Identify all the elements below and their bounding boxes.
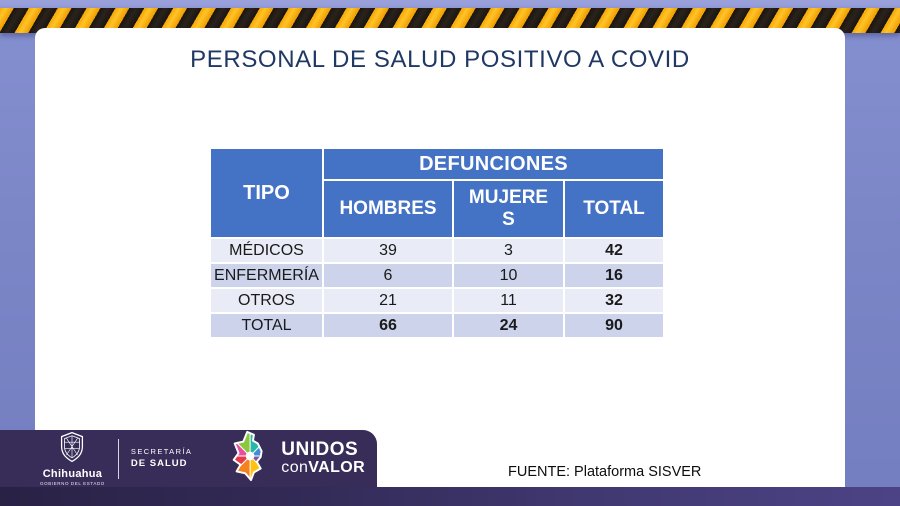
brand-con: con — [281, 459, 309, 477]
column-header-hombres: HOMBRES — [323, 180, 453, 238]
chihuahua-state-map-icon — [228, 430, 276, 487]
column-header-mujeres — [453, 180, 564, 238]
cell-mujeres: 10 — [453, 263, 564, 288]
department-line2: DE SALUD — [130, 458, 188, 470]
slide-title: PERSONAL DE SALUD POSITIVO A COVID — [190, 46, 690, 73]
defunciones-table — [210, 148, 664, 338]
cell-mujeres: 3 — [453, 238, 564, 263]
brand-line2 — [281, 460, 365, 477]
brand-valor: VALOR — [308, 459, 366, 477]
unidos-con-valor-logo — [228, 430, 365, 487]
chihuahua-government-logo — [40, 431, 105, 486]
chihuahua-shield-icon — [56, 431, 88, 467]
bottom-purple-strip — [0, 487, 900, 506]
source-caption: FUENTE: Plataforma SISVER — [508, 464, 702, 480]
government-name: Chihuahua — [42, 468, 103, 480]
row-label: TOTAL — [210, 313, 323, 338]
government-subtitle: GOBIERNO DEL ESTADO — [40, 480, 105, 486]
cell-total: 42 — [564, 238, 664, 263]
footer-divider — [118, 439, 119, 479]
column-header-total: TOTAL — [564, 180, 664, 238]
brand-line1: UNIDOS — [281, 439, 359, 461]
cell-hombres: 6 — [323, 263, 453, 288]
cell-hombres: 66 — [323, 313, 453, 338]
table-row — [210, 288, 664, 313]
row-label: OTROS — [210, 288, 323, 313]
health-department-wordmark — [131, 447, 192, 471]
cell-hombres: 21 — [323, 288, 453, 313]
cell-mujeres: 11 — [453, 288, 564, 313]
cell-mujeres: 24 — [453, 313, 564, 338]
cell-total: 16 — [564, 263, 664, 288]
unidos-con-valor-wordmark — [281, 440, 365, 477]
department-line1: SECRETARÍA — [130, 446, 193, 456]
table-row-total — [210, 313, 664, 338]
row-label: MÉDICOS — [210, 238, 323, 263]
table-row — [210, 263, 664, 288]
table-row-header: TIPO — [210, 148, 323, 238]
cell-hombres: 39 — [323, 238, 453, 263]
cell-total: 32 — [564, 288, 664, 313]
column-header-mujeres-label: MUJERES — [468, 187, 549, 230]
table-row — [210, 238, 664, 263]
table-group-header: DEFUNCIONES — [323, 148, 664, 180]
cell-total: 90 — [564, 313, 664, 338]
government-footer-bar — [0, 430, 377, 487]
row-label: ENFERMERÍA — [210, 263, 323, 288]
